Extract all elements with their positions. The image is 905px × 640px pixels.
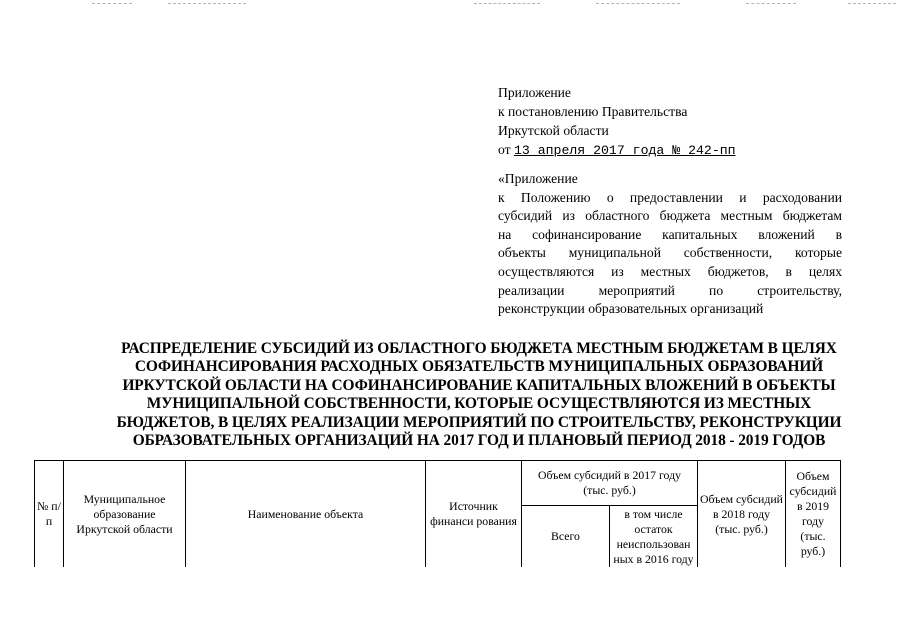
- title-line: РАСПРЕДЕЛЕНИЕ СУБСИДИЙ ИЗ ОБЛАСТНОГО БЮДЖЕТА МЕСТНЫМ БЮДЖЕТАМ В ЦЕЛЯХ: [121, 340, 837, 357]
- regulation-line: объекты муниципальной собственности, которые: [498, 245, 842, 261]
- regulation-line: реализации мероприятий по строительству,: [498, 282, 842, 298]
- header-row-number: № п/п: [35, 461, 64, 568]
- decree-reference: к постановлению Правительства: [498, 104, 688, 119]
- date-prefix: от: [498, 142, 514, 157]
- regulation-line: к Положению о предоставлении и расходовании: [498, 189, 842, 205]
- subsidy-table-header: [34, 460, 841, 568]
- header-funding-source: Источник финанси рования: [426, 461, 522, 568]
- appendix-label: «Приложение: [498, 171, 578, 186]
- page-margin: [0, 567, 905, 640]
- scan-artifact: [474, 3, 540, 4]
- scan-artifact: [848, 3, 896, 4]
- decree-date-number: 13 апреля 2017 года № 242-пп: [513, 143, 736, 158]
- header-municipality: Муниципальное образование Иркутской области: [64, 461, 186, 568]
- scan-artifact: [746, 3, 796, 4]
- regulation-line: на софинансирование капитальных вложений в: [498, 226, 842, 242]
- regulation-line: осуществляются из местных бюджетов, в целях: [498, 263, 842, 279]
- regulation-appendix-reference: [498, 170, 842, 319]
- decree-date-line: [498, 140, 736, 160]
- region-name: Иркутской области: [498, 123, 609, 138]
- header-object-name: Наименование объекта: [186, 461, 426, 568]
- scan-artifact: [92, 3, 132, 4]
- scan-artifact: [596, 3, 680, 4]
- header-2017-total: Всего: [522, 506, 610, 568]
- title-line: ОБРАЗОВАТЕЛЬНЫХ ОРГАНИЗАЦИЙ НА 2017 ГОД И ПЛАНОВЫЙ ПЕРИОД 2018 - 2019 ГОДОВ: [132, 432, 826, 450]
- scan-artifact: [168, 3, 246, 4]
- regulation-line: субсидий из областного бюджета местным бюджетам: [498, 208, 842, 224]
- header-subsidy-2019: Объем субсидий в 2019 году (тыс. руб.): [786, 461, 841, 568]
- document-title: [108, 340, 850, 450]
- header-subsidy-2018: Объем субсидий в 2018 году (тыс. руб.): [698, 461, 786, 568]
- header-subsidy-2017: Объем субсидий в 2017 году (тыс. руб.): [522, 461, 698, 506]
- title-line: МУНИЦИПАЛЬНОЙ СОБСТВЕННОСТИ, КОТОРЫЕ ОСУЩЕСТВЛЯЮТСЯ ИЗ МЕСТНЫХ: [146, 395, 812, 413]
- regulation-line: реконструкции образовательных организаций: [498, 301, 764, 317]
- title-line: СОФИНАНСИРОВАНИЯ РАСХОДНЫХ ОБЯЗАТЕЛЬСТВ МУНИЦИПАЛЬНЫХ ОБРАЗОВАНИЙ: [134, 358, 824, 376]
- header-2017-remainder: в том числе остаток неиспользован ных в 2016 году: [610, 506, 698, 568]
- title-line: БЮДЖЕТОВ, В ЦЕЛЯХ РЕАЛИЗАЦИИ МЕРОПРИЯТИЙ ПО СТРОИТЕЛЬСТВУ, РЕКОНСТРУКЦИИ: [116, 413, 842, 431]
- title-line: ИРКУТСКОЙ ОБЛАСТИ НА СОФИНАНСИРОВАНИЕ КАПИТАЛЬНЫХ ВЛОЖЕНИЙ В ОБЪЕКТЫ: [122, 376, 836, 394]
- government-decree-reference: [498, 83, 736, 160]
- appendix-label: Приложение: [498, 85, 571, 100]
